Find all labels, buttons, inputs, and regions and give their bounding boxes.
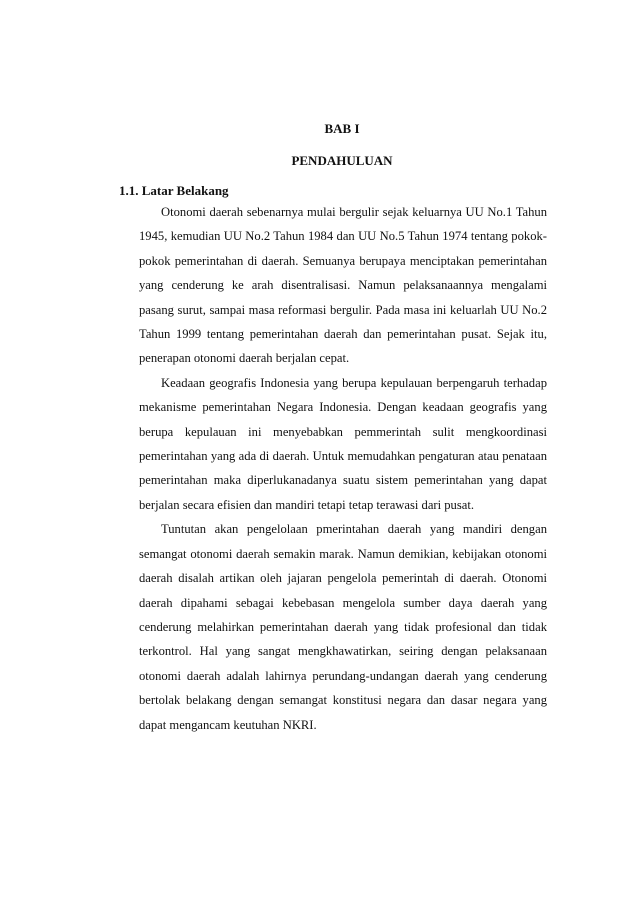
paragraph-3: Tuntutan akan pengelolaan pmerintahan daerah yang mandiri dengan semangat otonomi daerah semakin marak. Namun demikian, kebijakan otonomi daerah disalah artikan oleh jajaran pengelola pemerintah di daerah. Otonomi daerah dipahami sebagai kebebasan mengelola sumber daya daerah yang cenderung melahirkan pemerintahan daerah yang tidak profesional dan tidak terkontrol. Hal yang sangat mengkhawatirkan, seiring dengan pelaksanaan otonomi daerah adalah lahirnya perundang-undangan daerah yang cenderung bertolak belakang dengan semangat konstitusi negara dan dasar negara yang dapat mengancam keutuhan NKRI.	[139, 522, 547, 732]
chapter-title: PENDAHULUAN	[291, 153, 393, 168]
chapter-number: BAB I	[324, 121, 360, 136]
body-text	[139, 200, 547, 737]
paragraph-2: Keadaan geografis Indonesia yang berupa kepulauan berpengaruh terhadap mekanisme pemerintahan Negara Indonesia. Dengan keadaan geografis yang berupa kepulauan ini menyebabkan pemmerintah sulit mengkoordinasi pemerintahan yang ada di daerah. Untuk memudahkan pengaturan atau penataan pemerintahan maka diperlukanadanya suatu sistem pemerintahan yang dapat berjalan secara efisien dan mandiri tetapi tetap terawasi dari pusat.	[139, 375, 547, 512]
paragraph-1: Otonomi daerah sebenarnya mulai bergulir sejak keluarnya UU No.1 Tahun 1945, kemudian UU No.2 Tahun 1984 dan UU No.5 Tahun 1974 tentang pokok-pokok pemerintahan di daerah. Semuanya berupaya menciptakan pemerintahan yang cenderung ke arah disentralisasi. Namun pelaksanaannya mengalami pasang surut, sampai masa reformasi bergulir. Pada masa ini keluarlah UU No.2 Tahun 1999 tentang pemerintahan daerah dan pemerintahan pusat. Sejak itu, penerapan otonomi daerah berjalan cepat.	[139, 205, 547, 366]
section-heading: 1.1. Latar Belakang	[119, 183, 229, 198]
